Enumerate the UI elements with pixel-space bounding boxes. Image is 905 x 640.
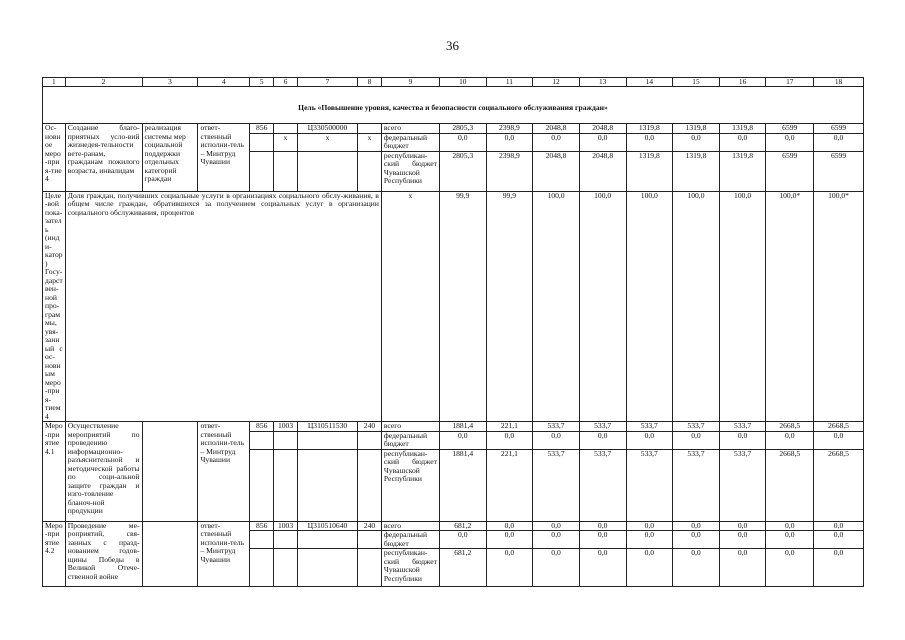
value-cell: 0,0: [486, 431, 533, 449]
source-republic: республикан-ский бюджет Чувашской Республики: [381, 549, 439, 587]
value-cell: 0,0: [719, 531, 766, 549]
source-federal: федеральный бюджет: [381, 431, 439, 449]
value-cell: 0,0: [626, 531, 673, 549]
column-number: 11: [486, 78, 533, 87]
value-cell: 6599: [814, 151, 864, 191]
value-cell: 2668,5: [814, 449, 864, 521]
x-mark: x: [358, 133, 382, 151]
column-number: 1: [43, 78, 66, 87]
value-cell: 2398,9: [486, 124, 533, 134]
value-cell: 100,0: [626, 191, 673, 422]
value-cell: 533,7: [533, 422, 580, 432]
table-row: [43, 422, 864, 432]
measure-name-cell: Ос-новное меро-прия-тие 4: [43, 124, 66, 192]
value-cell: 1881,4: [439, 449, 486, 521]
goal-title: Цель «Повышение уровня, качества и безопасности социального обслуживания граждан»: [43, 87, 864, 124]
value-cell: 2805,3: [439, 151, 486, 191]
value-cell: 99,9: [486, 191, 533, 422]
value-cell: 2668,5: [766, 422, 814, 432]
value-cell: 2048,8: [579, 151, 626, 191]
goal-row: [43, 87, 864, 124]
value-cell: 0,0: [486, 549, 533, 587]
value-cell: 0,0: [579, 521, 626, 531]
value-cell: 533,7: [673, 449, 720, 521]
column-number: 18: [814, 78, 864, 87]
value-cell: 2048,8: [579, 124, 626, 134]
value-cell: 0,0: [814, 431, 864, 449]
expense-code: 240: [358, 521, 382, 531]
value-cell: 0,0: [439, 531, 486, 549]
value-cell: 1319,8: [626, 124, 673, 134]
column-number: 17: [766, 78, 814, 87]
source-republic: республикан-ский бюджет Чувашской Республики: [381, 151, 439, 191]
section-code: 1003: [274, 422, 298, 432]
measure-title-cell: Осуществление мероприятий по проведению информационно-разъяснительной и методической работы по соци-альной защите граждан и изго-товление бланоч-ной продукции: [65, 422, 142, 522]
target-code: Ц310510640: [297, 521, 357, 531]
measure-title-cell: Проведение ме-роприятий, свя-занных с празд-нованием годов-щины Победы в Великой Отече-ственной войне: [65, 521, 142, 587]
value-cell: 99,9: [439, 191, 486, 422]
column-number: 5: [250, 78, 274, 87]
value-cell: 0,0: [579, 431, 626, 449]
indicator-text: Доля граждан, получивших социальные услуги в организациях социального обслу-живания, в общем числе граждан, обратившихся за получением социальных услуг в организации социального обслуживания, процентов: [65, 191, 381, 422]
value-cell: 0,0: [439, 133, 486, 151]
value-cell: 0,0: [626, 521, 673, 531]
value-cell: 1319,8: [719, 151, 766, 191]
target-code: Ц330500000: [297, 124, 357, 134]
value-cell: 0,0: [814, 133, 864, 151]
value-cell: 0,0: [814, 521, 864, 531]
indicator-row: [43, 191, 864, 422]
value-cell: 0,0: [766, 549, 814, 587]
value-cell: 0,0: [766, 133, 814, 151]
value-cell: 221,1: [486, 422, 533, 432]
column-number: 14: [626, 78, 673, 87]
value-cell: 0,0: [533, 549, 580, 587]
value-cell: 0,0: [719, 549, 766, 587]
value-cell: 6599: [766, 124, 814, 134]
value-cell: 0,0: [579, 531, 626, 549]
value-cell: 100,0: [673, 191, 720, 422]
value-cell: 533,7: [673, 422, 720, 432]
value-cell: 0,0: [533, 521, 580, 531]
column-number: 12: [533, 78, 580, 87]
value-cell: 0,0: [719, 431, 766, 449]
value-cell: 0,0: [626, 549, 673, 587]
value-cell: 100,0: [719, 191, 766, 422]
column-number: 3: [142, 78, 198, 87]
value-cell: 0,0: [533, 531, 580, 549]
column-number: 10: [439, 78, 486, 87]
value-cell: 681,2: [439, 549, 486, 587]
value-cell: 533,7: [626, 449, 673, 521]
value-cell: 100,0: [533, 191, 580, 422]
value-cell: 100,0*: [814, 191, 864, 422]
value-cell: 6599: [766, 151, 814, 191]
value-cell: 0,0: [439, 431, 486, 449]
column-number: 16: [719, 78, 766, 87]
value-cell: 0,0: [719, 521, 766, 531]
value-cell: 0,0: [766, 521, 814, 531]
value-cell: 0,0: [673, 521, 720, 531]
value-cell: 0,0: [673, 531, 720, 549]
column-number: 8: [358, 78, 382, 87]
target-code: Ц310511530: [297, 422, 357, 432]
value-cell: 0,0: [579, 133, 626, 151]
value-cell: 533,7: [719, 422, 766, 432]
x-mark: x: [381, 191, 439, 422]
value-cell: 6599: [814, 124, 864, 134]
ministry-code: 856: [250, 422, 274, 432]
column-number: 15: [673, 78, 720, 87]
value-cell: 2668,5: [766, 449, 814, 521]
value-cell: 0,0: [814, 549, 864, 587]
value-cell: 100,0*: [766, 191, 814, 422]
value-cell: 100,0: [579, 191, 626, 422]
source-total: всего: [381, 521, 439, 531]
value-cell: 0,0: [626, 431, 673, 449]
value-cell: 533,7: [626, 422, 673, 432]
value-cell: 533,7: [533, 449, 580, 521]
value-cell: 1319,8: [626, 151, 673, 191]
measure-link-cell: реализация системы мер социальной поддержки отдельных категорий граждан: [142, 124, 198, 192]
x-mark: x: [297, 133, 357, 151]
value-cell: 0,0: [673, 431, 720, 449]
source-federal: федеральный бюджет: [381, 133, 439, 151]
source-federal: федеральный бюджет: [381, 531, 439, 549]
table-row: [43, 124, 864, 134]
value-cell: 1319,8: [719, 124, 766, 134]
value-cell: 2668,5: [814, 422, 864, 432]
source-total: всего: [381, 124, 439, 134]
column-number: 13: [579, 78, 626, 87]
value-cell: 1319,8: [673, 151, 720, 191]
value-cell: 0,0: [486, 133, 533, 151]
value-cell: 0,0: [673, 133, 720, 151]
value-cell: 681,2: [439, 521, 486, 531]
source-republic: республикан-ский бюджет Чувашской Республики: [381, 449, 439, 521]
value-cell: 533,7: [579, 422, 626, 432]
ministry-code: 856: [250, 521, 274, 531]
executor-cell: ответ-ственный исполни-тель – Минтруд Чувашии: [198, 521, 250, 587]
value-cell: 221,1: [486, 449, 533, 521]
value-cell: 2805,3: [439, 124, 486, 134]
column-number: 2: [65, 78, 142, 87]
measure-title-cell: Создание благо-приятных усло-вий жизнедея-тельности вете-ранам, гражданам пожилого возраста, инвалидам: [65, 124, 142, 192]
value-cell: 0,0: [486, 531, 533, 549]
x-mark: x: [274, 133, 298, 151]
column-number: 6: [274, 78, 298, 87]
executor-cell: ответ-ственный исполни-тель – Минтруд Чувашии: [198, 124, 250, 192]
column-number: 7: [297, 78, 357, 87]
measure-name-cell: Меро-приятие 4.1: [43, 422, 66, 522]
ministry-code: 856: [250, 124, 274, 134]
value-cell: 0,0: [766, 431, 814, 449]
value-cell: 0,0: [673, 549, 720, 587]
executor-cell: ответ-ственный исполни-тель – Минтруд Чувашии: [198, 422, 250, 522]
column-number: 9: [381, 78, 439, 87]
table-row: [43, 521, 864, 531]
value-cell: 2398,9: [486, 151, 533, 191]
indicator-name-cell: Целе-вой пока-затель (инди-катор) Госу-дарствен-ной про-граммы, увя-занный с ос-новным меро-прия-тием 4: [43, 191, 66, 422]
column-number: 4: [198, 78, 250, 87]
value-cell: 0,0: [533, 431, 580, 449]
source-total: всего: [381, 422, 439, 432]
section-code: 1003: [274, 521, 298, 531]
program-table: [42, 77, 864, 587]
value-cell: 0,0: [766, 531, 814, 549]
value-cell: 533,7: [719, 449, 766, 521]
expense-code: 240: [358, 422, 382, 432]
value-cell: 2048,8: [533, 124, 580, 134]
value-cell: 0,0: [719, 133, 766, 151]
value-cell: 0,0: [533, 133, 580, 151]
measure-name-cell: Меро-приятие 4.2: [43, 521, 66, 587]
value-cell: 0,0: [814, 531, 864, 549]
column-number-row: [43, 78, 864, 87]
value-cell: 533,7: [579, 449, 626, 521]
value-cell: 1319,8: [673, 124, 720, 134]
value-cell: 2048,8: [533, 151, 580, 191]
value-cell: 0,0: [579, 549, 626, 587]
value-cell: 0,0: [626, 133, 673, 151]
value-cell: 0,0: [486, 521, 533, 531]
value-cell: 1881,4: [439, 422, 486, 432]
page-number: 36: [446, 38, 459, 53]
